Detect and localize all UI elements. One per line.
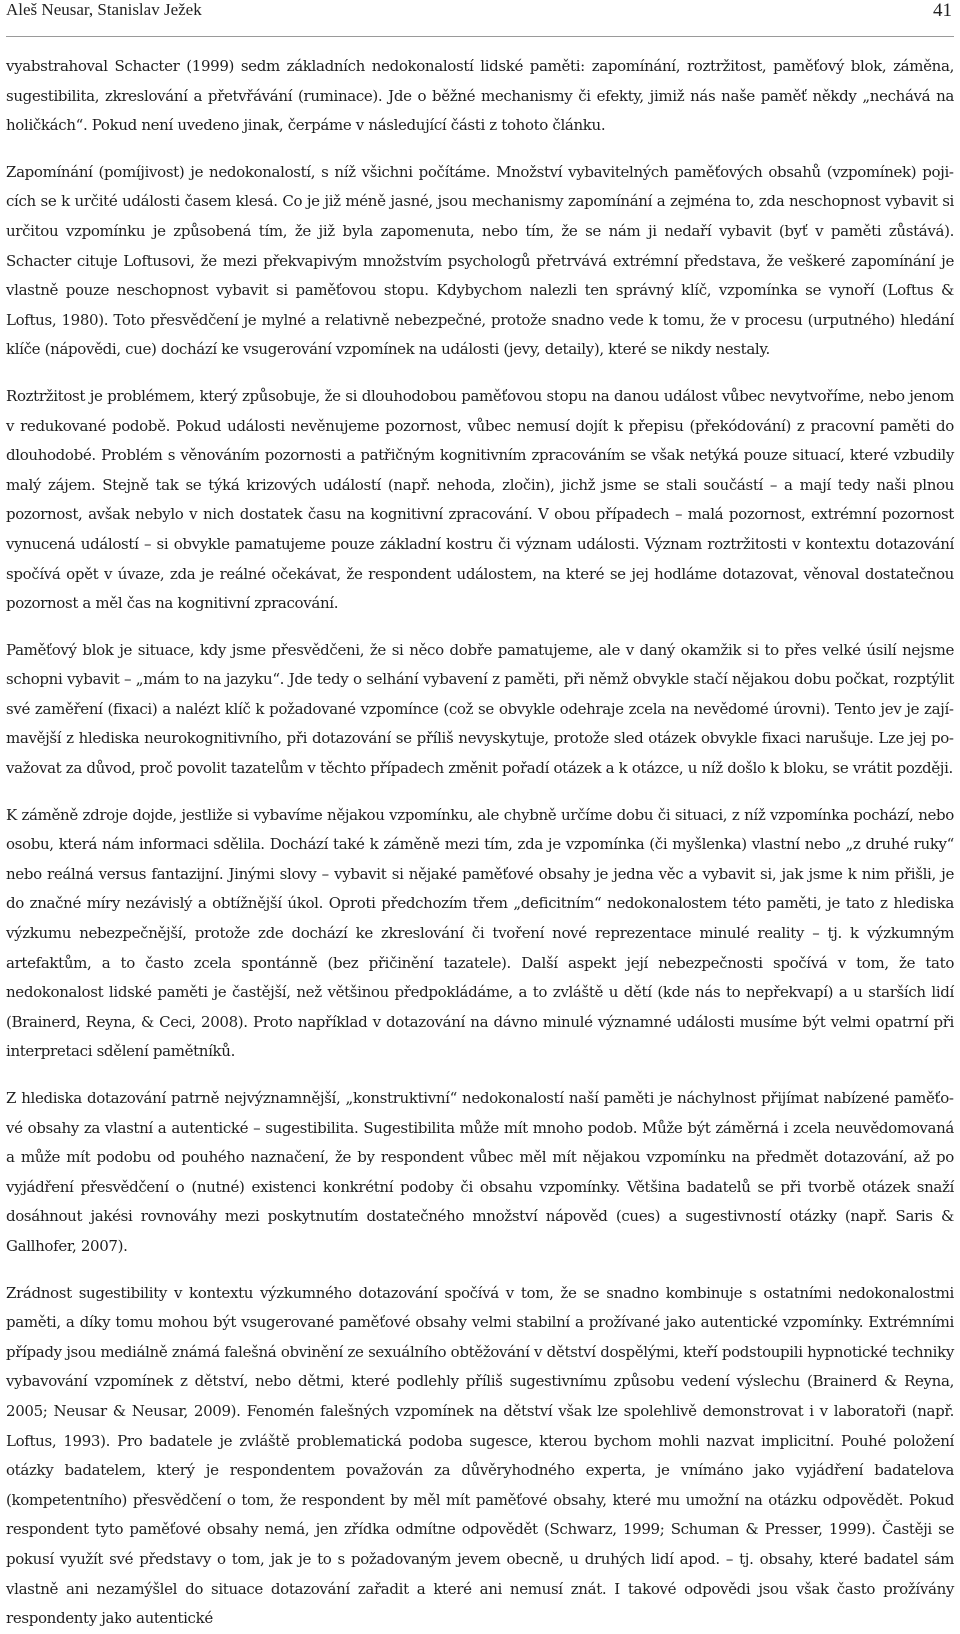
page-header [6, 0, 954, 37]
article-body [6, 52, 954, 1634]
header-authors: Aleš Neusar, Stanislav Ježek [6, 0, 202, 19]
paragraph: vyabstrahoval Schacter (1999) sedm základních nedokonalostí lidské paměti: zapomínání, roztržitost, paměťový blok, záměna, sugestibilita, zkreslování a přetvřávání (ruminace). Jde o běžné mechanismy či efekty, jimiž nás naše paměť někdy „nechává na holičkách“. Pokud není uvedeno jinak, čerpáme v následující části z tohoto článku. [6, 57, 954, 135]
paragraph: Zrádnost sugestibility v kontextu výzkumného dotazování spočívá v tom, že se snadno kombinuje s ostatními nedokonalostmi paměti, a díky tomu mohou být vsugerované paměťové obsahy velmi stabilní a prožívané jako autentické vzpomínky. Extrémními případy jsou mediálně známá falešná obvinění ze sexuálního obtěžování v dětství dospělými, kteří podstoupili hypnotické techniky vybavování vzpomínek z dětství, nebo dětmi, které podlehly příliš sugestivnímu způsobu vedení výslechu (Brainerd & Reyna, 2005; Neusar & Neusar, 2009). Fenomén falešných vzpomínek na dětství však lze spolehlivě demonstrovat i v laboratoři (např. Loftus, 1993). Pro badatele je zvláště problematická podoba sugesce, kterou bychom mohli nazvat implicitní. Pouhé položení otázky badatelem, který je respondentem považován za důvěryhodného experta, je vnímáno jako vyjádření badatelova (kompetentního) přesvědčení o tom, že respondent by měl mít paměťové obsahy, které mu umožní na otázku odpovědět. Pokud respondent tyto paměťové obsahy nemá, jen zřídka odmítne odpovědět (Schwarz, 1999; Schuman & Presser, 1999). Častěji se pokusí využít své představy o tom, jak je to s požadovaným jevem obecně, u druhých lidí apod. – tj. obsahy, které badatel sám vlastně ani nezamýšlel do situace dotazování zařadit a které ani nemusí znát. I takové odpovědi jsou však často prožívány respondenty jako autentické [6, 1283, 954, 1628]
paragraph: Z hlediska dotazování patrně nejvýznamnější, „konstruktivní“ nedokonalostí naší paměti je náchylnost přijímat nabízené paměťové obsahy za vlastní a autentické – sugestibilita. Sugestibilita může mít mnoho podob. Může být záměrná i zcela neuvědomovaná a může mít podobu od pouhého naznačení, že by respondent vůbec měl mít nějakou vzpomínku na předmět dotazování, až po vyjádření přesvědčení o (nutné) existenci konkrétní podoby či obsahu vzpomínky. Většina badatelů se při tvorbě otázek snaží dosáhnout jakési rovnováhy mezi poskytnutím dostatečného množství nápověd (cues) a sugestivností otázky (např. Saris & Gallhofer, 2007). [6, 1089, 954, 1255]
paragraph: Roztržitost je problémem, který způsobuje, že si dlouhodobou paměťovou stopu na danou událost vůbec nevytvoříme, nebo jenom v redukované podobě. Pokud události nevěnujeme pozornost, vůbec nemusí dojít k přepisu (překódování) z pracovní paměti do dlouhodobé. Problém s věnováním pozornosti a patřičným kognitivním zpracováním se však netýká pouze situací, které vzbudily malý zájem. Stejně tak se týká krizových událostí (např. nehoda, zločin), jichž jsme se stali součástí – a mají tedy naši plnou pozornost, avšak nebylo v nich dostatek času na kognitivní zpracování. V obou případech – malá pozornost, extrémní pozornost vynucená událostí – si obvykle pamatujeme pouze základní kostru či význam události. Význam roztržitosti v kontextu dotazování spočívá opět v úvaze, zda je reálné očekávat, že respondent událostem, na které se jej hodláme dotazovat, věnoval dostatečnou pozornost a měl čas na kognitivní zpracování. [6, 386, 954, 613]
page-number: 41 [933, 0, 952, 21]
paragraph: Zapomínání (pomíjivost) je nedokonalostí, s níž všichni počítáme. Množství vybavitelných paměťových obsahů (vzpomínek) pojicích se k určité události časem klesá. Co je již méně jasné, jsou mechanismy zapomínání a zejména to, zda neschopnost vybavit si určitou vzpomínku je způsobená tím, že již byla zapomenuta, nebo tím, že se nám ji nedaří vybavit (byť v paměti zůstává). Schacter cituje Loftusovi, že mezi překvapivým množstvím psychologů přetrvává extrémní představa, že veškeré zapomínání je vlastně pouze neschopnost vybavit si paměťovou stopu. Kdybychom nalezli ten správný klíč, vzpomínka se vynoří (Loftus & Loftus, 1980). Toto přesvědčení je mylné a relativně nebezpečné, protože snadno vede k tomu, že v procesu (urputného) hledání klíče (nápovědi, cue) dochází ke vsugerování vzpomínek na události (jevy, detaily), které se nikdy nestaly. [6, 162, 954, 359]
paragraph: Paměťový blok je situace, kdy jsme přesvědčeni, že si něco dobře pamatujeme, ale v daný okamžik si to přes velké úsilí nejsme schopni vybavit – „mám to na jazyku“. Jde tedy o selhání vybavení z paměti, při němž obvykle stačí nějakou dobu počkat, rozptýlit své zaměření (fixaci) a nalézt klíč k požadované vzpomínce (což se obvykle odehraje zcela na nevědomé úrovni). Tento jev je zajímavější z hlediska neurokognitivního, při dotazování se příliš nevyskytuje, protože sled otázek obvykle fixaci narušuje. Lze jej považovat za důvod, proč povolit tazatelům v těchto případech změnit pořadí otázek a k otázce, u níž došlo k bloku, se vrátit později. [6, 640, 954, 778]
paragraph: K záměně zdroje dojde, jestliže si vybavíme nějakou vzpomínku, ale chybně určíme dobu či situaci, z níž vzpomínka pochází, nebo osobu, která nám informaci sdělila. Dochází také k záměně mezi tím, zda je vzpomínka (či myšlenka) vlastní nebo „z druhé ruky“ nebo reálná versus fantazijní. Jinými slovy – vybavit si nějaké paměťové obsahy je jedna věc a vybavit si, jak jsme k nim přišli, je do značné míry nezávislý a obtížnější úkol. Oproti předchozím třem „deficitním“ nedokonalostem této paměti, je tato z hlediska výzkumu nebezpečnější, protože zde dochází ke zkreslování či tvoření nové reprezentace minulé reality – tj. k výzkumným artefaktům, a to často zcela spontánně (bez přičinění tazatele). Další aspekt její nebezpečnosti spočívá v tom, že tato nedokonalost lidské paměti je častější, než většinou předpokládáme, a to zvláště u dětí (kde nás to nepřekvapí) a u starších lidí (Brainerd, Reyna, & Ceci, 2008). Proto například v dotazování na dávno minulé významné události musíme být velmi opatrní při interpretaci sdělení pamětníků. [6, 805, 954, 1061]
